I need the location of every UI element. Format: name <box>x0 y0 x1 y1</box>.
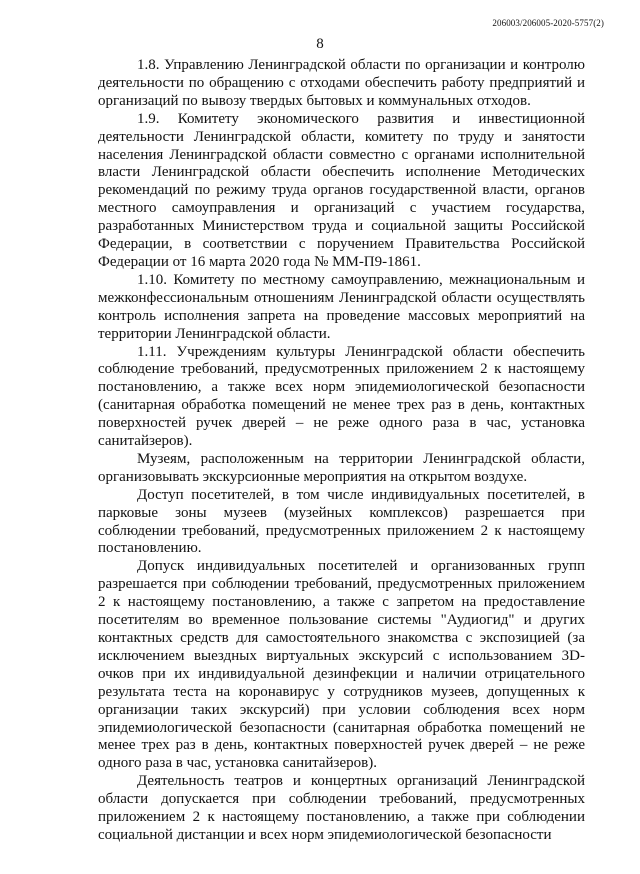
paragraph-visitor-admission: Допуск индивидуальных посетителей и организованных групп разрешается при соблюдении требований, предусмотренных приложением 2 к настоящему постановлению, а также с запретом на предоставление посетителям во временное пользование системы "Аудиогид" и других контактных средств для самостоятельного знакомства с экспозицией (за исключением выездных виртуальных экскурсий с использованием 3D-очков при их индивидуальной дезинфекции и наличии отрицательного результата теста на коронавирус у сотрудников музеев, допущенных к организации таких экскурсий) при условии соблюдения всех норм эпидемиологической безопасности (санитарная обработка помещений не менее трех раз в день, контактных поверхностей ручек дверей – не реже одного раза в час, установка санитайзеров). <box>98 558 585 772</box>
document-number: 206003/206005-2020-5757(2) <box>492 18 604 28</box>
page-number: 8 <box>316 36 324 52</box>
paragraph-1-9: 1.9. Комитету экономического развития и инвестиционной деятельности Ленинградской области, комитету по труду и занятости населения Ленинградской области совместно с органами исполнительной власти Ленинградской области обеспечить исполнение Методических рекомендаций по режиму труда органов государственной власти, органов местного самоуправления и организаций с участием государства, разработанных Министерством труда и социальной защиты Российской Федерации, в соответствии с поручением Правительства Российской Федерации от 16 марта 2020 года № ММ-П9-1861. <box>98 110 585 270</box>
paragraph-museums-outdoor: Музеям, расположенным на территории Ленинградской области, организовывать экскурсионные мероприятия на открытом воздухе. <box>98 450 585 485</box>
paragraph-1-8: 1.8. Управлению Ленинградской области по организации и контролю деятельности по обращению с отходами обеспечить работу предприятий и организаций по вывозу твердых бытовых и коммунальных отходов. <box>98 57 585 109</box>
paragraph-1-10: 1.10. Комитету по местному самоуправлению, межнациональным и межконфессиональным отношениям Ленинградской области осуществлять контроль исполнения запрета на проведение массовых мероприятий на территории Ленинградской области. <box>98 271 585 342</box>
document-body <box>98 57 585 845</box>
paragraph-1-11: 1.11. Учреждениям культуры Ленинградской области обеспечить соблюдение требований, предусмотренных приложением 2 к настоящему постановлению, а также всех норм эпидемиологической безопасности (санитарная обработка помещений не менее трех раз в день, контактных поверхностей ручек дверей – не реже одного раза в час, установка санитайзеров). <box>98 343 585 450</box>
paragraph-theatres: Деятельность театров и концертных организаций Ленинградской области допускается при соблюдении требований, предусмотренных приложением 2 к настоящему постановлению, а также при соблюдении социальной дистанции и всех норм эпидемиологической безопасности <box>98 773 585 843</box>
paragraph-park-access: Доступ посетителей, в том числе индивидуальных посетителей, в парковые зоны музеев (музейных комплексов) разрешается при соблюдении требований, предусмотренных приложением 2 к настоящему постановлению. <box>98 486 585 557</box>
